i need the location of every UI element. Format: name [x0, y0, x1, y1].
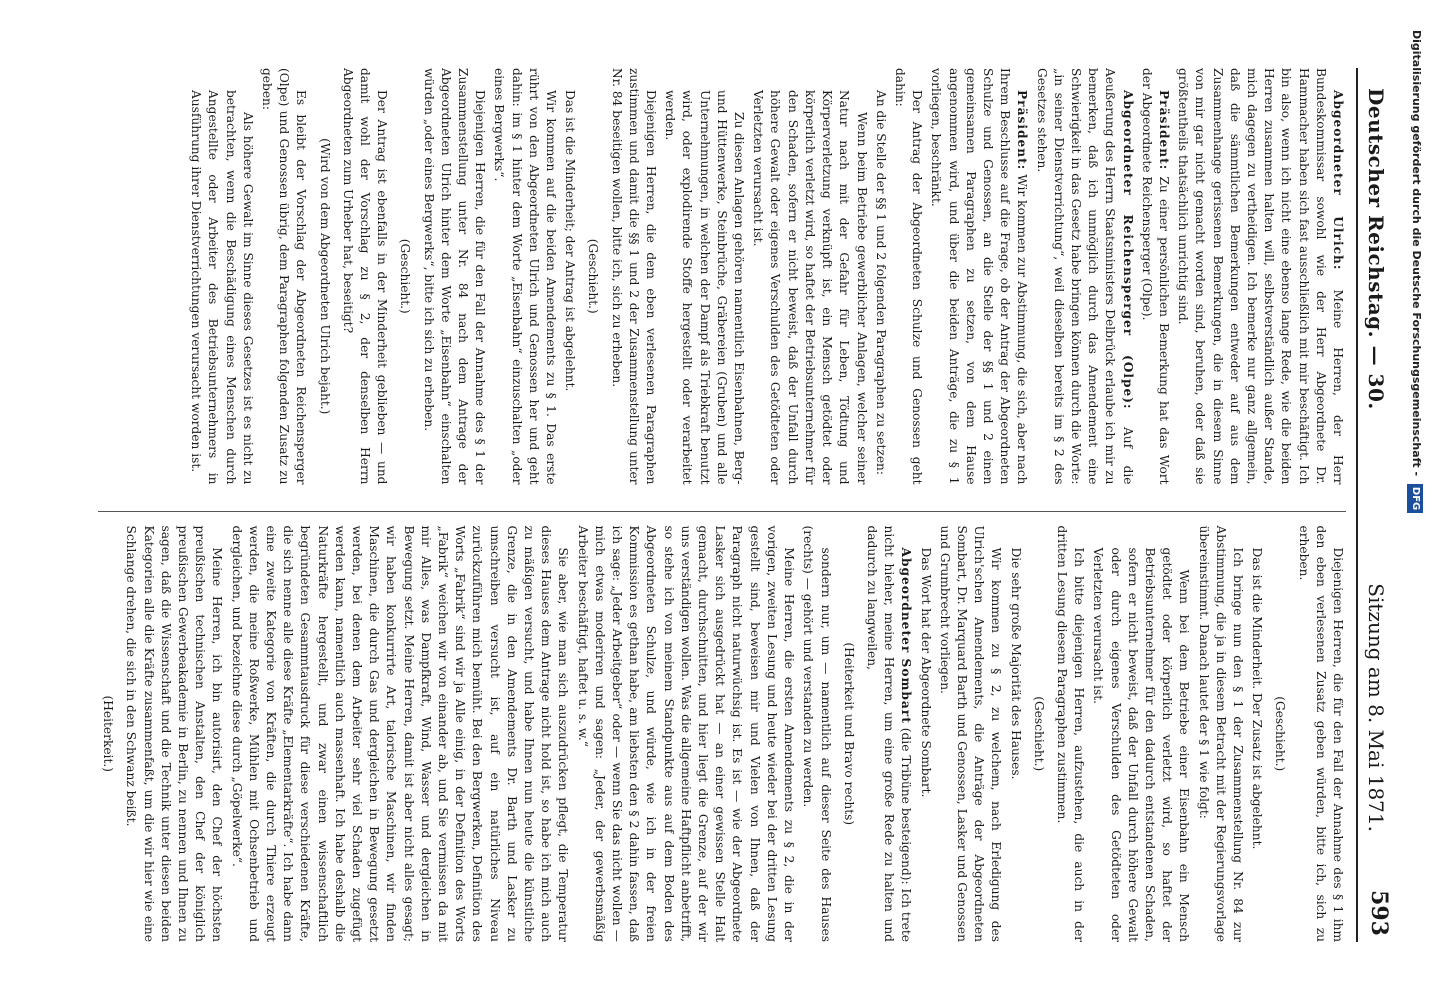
paragraph	[227, 526, 571, 943]
paragraph	[916, 526, 933, 943]
stage-direction	[396, 68, 413, 485]
paragraph-text: An die Stelle der §§ 1 und 2 folgenden Paragraphen zu setzen:	[873, 90, 888, 475]
paragraph	[561, 68, 578, 485]
speech-paragraph	[863, 526, 915, 943]
paragraph	[1053, 526, 1087, 943]
paragraph-text: Wenn beim Betriebe gewerblicher Anlagen, welcher seiner Natur nach mit der Gefahr für Leben, Tödtung und Körperverletzung verknüpft ist, ein Mensch getödtet oder körperlich verletzt wird, so haftet der Betriebsunternehmer für den Schaden, sofern er nicht beweist, daß der Unfall durch höhere Gewalt oder eigenes Verschulden des Getödteten oder Verletzten verursacht ist.	[751, 90, 869, 485]
speaker-name: Präsident:	[1156, 90, 1171, 171]
paragraph-text: Ich bitte diejenigen Herren, aufzustehen, die auch in der dritten Lesung diesem Paragraphen zustimmen.	[1054, 525, 1087, 942]
quoted-text	[661, 90, 747, 485]
paragraph	[258, 68, 310, 485]
text-columns	[98, 68, 1346, 942]
paragraph-text: Diejenigen Herren, die für den Fall der Annahme des § 1 ihm den eben verlesenen Zusatz geben würden, bitte ich, sich zu erheben.	[1296, 525, 1345, 942]
quoted-text	[187, 90, 256, 485]
paragraph-text: Es bleibt der Vorschlag der Abgeordneten Reichensperger (Olpe) und Genossen übrig, dem Paragraphen folgenden Zusatz zu geben:	[260, 68, 309, 485]
paragraph-text: Auf die Aeußerung des Herrn Staatsministers Delbrück erlaube ich mir zu bemerken, daß ich unmöglich durch das Amendement eine Schwierigkeit in das Gesetz habe bringen können durch die Worte: „in seiner Dienstverrichtung“, weil dieselben bereits im § 2 des Gesetzes stehen.	[1034, 68, 1135, 485]
paragraph-text: Zu diesen Anlagen gehören namentlich Eisenbahnen, Berg- und Hüttenwerke, Steinbrüche, Gräbereien (Gruben) und alle Unternehmungen, in welchen der Dampf als Triebkraft benutzt wird, oder explodirende Stoffe hergestellt oder verarbeitet werden.	[663, 90, 747, 485]
paragraph-text: (Geschieht.)	[1273, 696, 1288, 772]
paragraph-text: Meine Herren, der Herr Bundeskommissar sowohl wie der Herr Abgeordnete Dr. Hammacher haben sich fast ausschließlich mit mir beschäftigt. Ich bin also, wenn ich nicht eine ebenso lange Rede, wie die beiden Herren zusammen halten will, selbstverständlich außer Stande, mich dagegen zu vertheidigen. Ich bemerke nur ganz allgemein, daß die sämmtlichen Bemerkungen entweder auf aus dem Zusammenhange gerissenen Bemerkungen, die in diesem Sinne von mir gar nicht gemacht worden sind, beruhen, oder daß sie größtentheils thatsächlich unrichtig sind.	[1176, 68, 1345, 485]
paragraph-text: Wenn bei dem Betriebe einer Eisenbahn ein Mensch getödtet oder körperlich verletzt wird, so haftet der Betriebsunternehmer für den dadurch entstandenen Schaden, sofern er nicht beweist, daß der Unfall durch höhere Gewalt oder durch eigenes Verschulden des Getödteten oder Verletzten verursacht ist.	[1091, 547, 1192, 942]
digitization-credit	[1408, 30, 1424, 990]
paragraph-text: Ich bringe nun den § 1 der Zusammenstellung Nr. 84 zur Abstimmung, die ja in diesem Betracht mit der Regierungsvorlage übereinstimmt. Danach lautet der § 1 wie folgt:	[1196, 525, 1245, 942]
paragraph	[339, 68, 391, 485]
paragraph-text: (Heiterkeit.)	[101, 695, 116, 772]
paragraph-text: Wir kommen zur Abstimmung, die sich, aber nach Ihrem Beschlusse auf die Frage, ob der Antrag der Abgeordneten Schulze und Genossen, an die Stelle der §§ 1 und 2 einen gemeinsamen Paragraphen zu setzen, von dem Hause angenommen wird, und über die beiden Anträge, die zu § 1 vorliegen, beschränkt.	[929, 68, 1030, 485]
paragraph	[573, 526, 797, 943]
paragraph-text: Diejenigen Herren, die für den Fall der Annahme des § 1 der Zusammenstellung unter Nr. 84 nach dem Antrage der Abgeordneten Ulrich hinter dem Worte „Eisenbahn“ einschalten würden „oder eines Bergwerks“, bitte ich sich zu erheben.	[421, 68, 488, 485]
speaker-name: Abgeordneter Reichensperger (Olpe):	[1120, 90, 1135, 410]
speech-paragraph	[927, 68, 1030, 485]
stage-direction	[315, 68, 332, 485]
paragraph-text: (Wird von dem Abgeordneten Ulrich bejaht.)	[317, 138, 332, 415]
column-left	[98, 68, 1346, 485]
credit-text: Digitalisierung gefördert durch die Deutsche Forschungsgemeinschaft -	[1410, 30, 1423, 477]
stage-direction	[840, 526, 857, 943]
paragraph-text: Wir kommen zu § 2, zu welchem, nach Erledigung des Ulrich'schen Amendements, die Anträge der Abgeordneten Sombart, Dr. Marquard Barth und Genossen, Lasker und Genossen und Grumbrecht vorliegen.	[937, 525, 1004, 942]
paragraph-text: Zu einer persönlichen Bemerkung hat das Wort der Abgeordnete Reichensperger (Olpe).	[1139, 68, 1171, 485]
paragraph	[122, 526, 225, 943]
paragraph	[1294, 526, 1346, 943]
speech-paragraph	[1174, 68, 1346, 485]
paragraph-text: Diejenigen Herren, die dem eben verlesenen Paragraphen zustimmen und damit die §§ 1 und 2 der Zusammenstellung unter Nr. 84 beseitigen wollen, bitte ich, sich zu erheben.	[609, 68, 659, 485]
paragraph	[490, 68, 559, 485]
paragraph	[799, 526, 833, 943]
stage-direction	[1271, 526, 1288, 943]
paragraph-text: (Geschieht.)	[398, 238, 413, 314]
paragraph-text: sondern nur, um — namentlich auf dieser Seite des Hauses (rechts) — gehört und verstanden zu werden.	[801, 525, 833, 942]
paragraph-text: Das Wort hat der Abgeordnete Sombart.	[918, 547, 933, 798]
paragraph	[1194, 526, 1246, 943]
speech-paragraph	[1032, 68, 1135, 485]
column-right	[98, 511, 1346, 943]
paragraph-text: (Heiterkeit und Bravo rechts)	[841, 642, 856, 826]
header-session: Sitzung am 8. Mai 1871.	[1364, 583, 1388, 832]
running-head	[1356, 68, 1392, 942]
paragraph-text: (Geschieht.)	[586, 238, 601, 314]
paragraph-text: Wir kommen auf die beiden Amendements zu § 1. Das erste rührt von den Abgeordneten Ulrich und Genossen her und geht dahin: im § 1 hinter dem Worte „Eisenbahn“ einzuschalten „oder eines Bergwerks“.	[492, 68, 559, 485]
paragraph	[419, 68, 488, 485]
header-title: Deutscher Reichstag. — 30.	[1364, 88, 1388, 410]
paragraph-text: Das ist die Minderheit; der Antrag ist abgelehnt.	[563, 90, 578, 392]
paragraph-text: Das ist die Minderheit. Der Zusatz ist abgelehnt.	[1250, 547, 1265, 850]
speaker-name: Präsident:	[1015, 90, 1030, 171]
paragraph	[607, 68, 659, 485]
speech-paragraph	[1138, 68, 1172, 485]
paragraph	[936, 526, 1005, 943]
paragraph-text: Der Antrag ist ebenfalls in der Minderheit geblieben — und damit wohl der Vorschlag zu § 2, der denselben Herrn Abgeordneten zum Urheber hat, beseitigt?	[340, 68, 390, 485]
paragraph-text: Meine Herren, ich bin autorisirt, den Chef der höchsten preußischen technischen Anstalten, den Chef der königlich preußischen Gewerbeakademie in Berlin, zu nennen und Ihnen zu sagen, daß die Wissenschaft und die Technik unter diesen beiden Kategorien alle die Kräfte zusammenfaßt, um die wir hier wie eine Schlange drehen, die sich in den Schwanz beißt.	[124, 525, 225, 942]
page-number: 593	[1366, 890, 1392, 936]
paragraph-text: (die Tribüne besteigend): Ich trete nicht hieher, meine Herren, um eine große Rede zu halten und dadurch zu langweilen,	[864, 525, 914, 942]
stage-direction	[584, 68, 601, 485]
stage-direction	[1030, 526, 1047, 943]
speaker-name: Abgeordneter Ulrich:	[1331, 90, 1345, 271]
paragraph-text: (Geschieht.)	[1031, 696, 1046, 772]
paragraph	[1248, 526, 1265, 943]
paragraph-text: Die sehr große Majorität des Hauses.	[1008, 547, 1023, 780]
stage-direction	[99, 526, 116, 943]
paragraph	[872, 68, 889, 485]
paragraph	[891, 68, 925, 485]
paragraph-text: Als höhere Gewalt im Sinne dieses Gesetzes ist es nicht zu betrachten, wenn die Beschädigung eines Menschen durch Angestellte oder Arbeiter des Betriebsunternehmers in Ausführung ihrer Dienstverrichtungen verursacht worden ist.	[189, 90, 255, 485]
paragraph-text: Der Antrag der Abgeordneten Schulze und Genossen geht dahin:	[892, 68, 925, 485]
dfg-logo: DFG	[1407, 484, 1423, 513]
paragraph-text: Sie aber, wie man sich auszudrücken pflegt, die Temperatur dieses Hauses dem Antrage nicht hold ist, so habe ich mich auch zu mäßigen versucht, und habe Ihnen nun heute die künstliche Grenze, die in den Amendements Dr. Barth und Lasker zu umschreiben versucht ist, auf ein natürliches Niveau zurückzuführen mich bemüht. Bei den Bergwerken, Definition des Worts „Fabrik“ sind wir ja Alle einig, in der Definition des Worts „Fabrik“ weichen wir von einander ab, und Sie vermissen da mit mir Alles, was Dampfkraft, Wind, Wasser und dergleichen in Bewegung setzt. Meine Herren, damit ist aber nicht alles gesagt; wir haben konkurrirte Art, talorische Maschinen, wir finden Maschinen, die durch Gas und dergleichen in Bewegung gesetzt werden, bei denen dem Arbeiter sehr viel Schaden zugefügt werden kann, namentlich auch massenhaft. Ich habe deshalb die Naturkräfte hergestellt, und zwar einen wissenschaftlich begründeten Gesammtausdruck für diese verschiedenen Kräfte, die sich nenne alle diese Kräfte „Elementarkräfte“. Ich habe dann eine zweite Kategorie von Kräften, die durch Thiere erzeugt werden, die meine Roßwerke, Mühlen mit Ochsenbetrieb und dergleichen, und bezeichne diese durch „Göpelwerke“.	[229, 525, 571, 942]
paragraph-text: Meine Herren, die ersten Amendements zu § 2, die in der vorigen, zweiten Lesung und heute wieder bei der dritten Lesung gestellt sind, beweisen mir und Vielen von Ihnen, daß der Paragraph nicht naturwüchsig ist. Es ist — wie der Abgeordnete Lasker sich ausgedrückt hat — an einer gewissen Stelle Halt gemacht, durchschnitten, und hier liegt die Grenze, auf der wir uns verständigen wollen. Was die allgemeine Haftpflicht anbetrifft, so stehe ich von meinem Standpunkte aus auf dem Boden des Abgeordneten Schulze, und würde, wie ich in der freien Kommission es gethan habe, am liebsten den § 2 dahin fassen, daß ich sage: „Jeder Arbeitgeber“ oder — wenn Sie das nicht wollen — mich etwas moderiren und sagen: „Jeder, der gewerbsmäßig Arbeiter beschäftigt, haftet u. s. w.“	[575, 525, 797, 942]
quoted-text	[1089, 548, 1192, 943]
speaker-name: Abgeordneter Sombart	[899, 547, 914, 724]
quoted-text	[749, 90, 869, 485]
paragraph	[1006, 526, 1023, 943]
